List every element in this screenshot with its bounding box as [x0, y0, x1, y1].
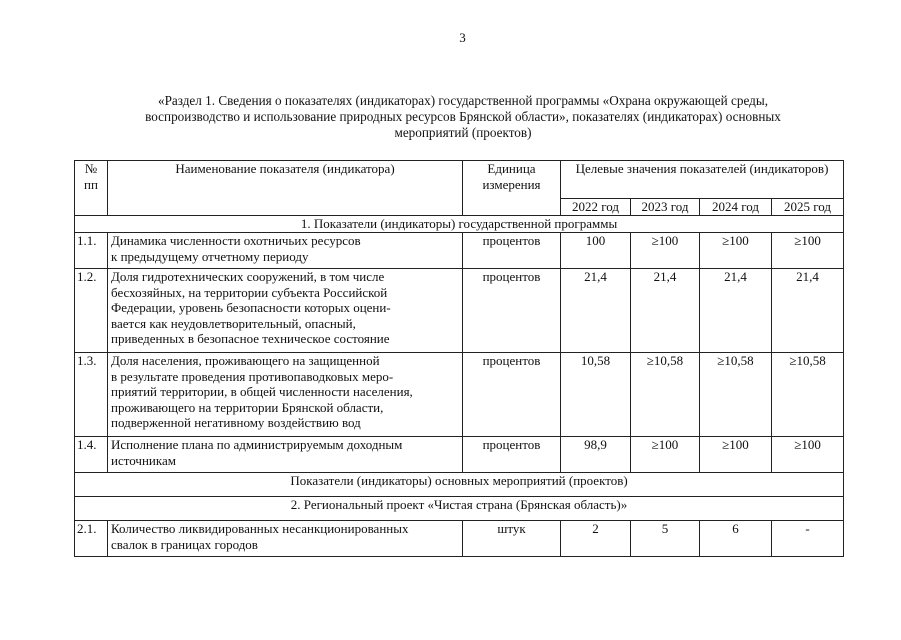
value-2025: ≥10,58	[772, 353, 844, 437]
value-2025: -	[772, 521, 844, 557]
value-2024: 21,4	[700, 269, 772, 353]
section-row	[75, 216, 844, 233]
row-name: Доля гидротехнических сооружений, в том числе бесхозяйных, на территории субъекта Российской Федерации, уровень безопасности которых оцени- вается как неудовлетворительный, опасный, приведенных в безопасное техническое состояние	[108, 269, 463, 353]
row-num: 1.1.	[75, 233, 108, 269]
value-2023: 21,4	[631, 269, 700, 353]
row-unit: процентов	[463, 233, 561, 269]
row-num: 1.3.	[75, 353, 108, 437]
indicators-table	[74, 160, 844, 557]
value-2024: ≥100	[700, 233, 772, 269]
value-2023: 5	[631, 521, 700, 557]
value-2022: 98,9	[561, 437, 631, 473]
value-2024: ≥10,58	[700, 353, 772, 437]
value-2022: 100	[561, 233, 631, 269]
header-year: 2022 год	[561, 199, 631, 216]
row-name: Динамика численности охотничьих ресурсов к предыдущему отчетному периоду	[108, 233, 463, 269]
value-2023: ≥100	[631, 437, 700, 473]
value-2025: ≥100	[772, 437, 844, 473]
value-2023: ≥100	[631, 233, 700, 269]
section-title: 1. Показатели (индикаторы) государственной программы	[75, 216, 844, 233]
row-unit: процентов	[463, 269, 561, 353]
table-row	[75, 521, 844, 557]
header-year: 2024 год	[700, 199, 772, 216]
heading-line: мероприятий (проектов)	[394, 125, 532, 140]
row-num: 2.1.	[75, 521, 108, 557]
row-num: 1.4.	[75, 437, 108, 473]
header-name: Наименование показателя (индикатора)	[108, 161, 463, 216]
header-target-values: Целевые значения показателей (индикаторов)	[561, 161, 844, 199]
page-number: 3	[459, 30, 466, 45]
row-name: Количество ликвидированных несанкционированных свалок в границах городов	[108, 521, 463, 557]
value-2024: ≥100	[700, 437, 772, 473]
value-2023: ≥10,58	[631, 353, 700, 437]
row-unit: процентов	[463, 437, 561, 473]
value-2025: ≥100	[772, 233, 844, 269]
table-row	[75, 353, 844, 437]
value-2022: 2	[561, 521, 631, 557]
row-unit: процентов	[463, 353, 561, 437]
row-name: Исполнение плана по администрируемым доходным источникам	[108, 437, 463, 473]
row-name: Доля населения, проживающего на защищенной в результате проведения противопаводковых меро- приятий территории, в общей численности населения, проживающего на территории Брянской области, подверженной негативному воздействию вод	[108, 353, 463, 437]
table-row	[75, 233, 844, 269]
row-unit: штук	[463, 521, 561, 557]
heading-line: воспроизводство и использование природных ресурсов Брянской области», показателях (индикаторах) основных	[145, 109, 781, 124]
header-num: № пп	[75, 161, 108, 216]
header-unit: Единица измерения	[463, 161, 561, 216]
header-year: 2023 год	[631, 199, 700, 216]
value-2022: 10,58	[561, 353, 631, 437]
section-row	[75, 473, 844, 497]
table-row	[75, 269, 844, 353]
table-row	[75, 437, 844, 473]
value-2025: 21,4	[772, 269, 844, 353]
heading-line: «Раздел 1. Сведения о показателях (индикаторах) государственной программы «Охрана окружающей среды,	[157, 93, 769, 108]
section-title: Показатели (индикаторы) основных мероприятий (проектов)	[75, 473, 844, 497]
row-num: 1.2.	[75, 269, 108, 353]
section-heading	[88, 93, 838, 141]
section-row	[75, 497, 844, 521]
section-title: 2. Региональный проект «Чистая страна (Брянская область)»	[75, 497, 844, 521]
value-2024: 6	[700, 521, 772, 557]
value-2022: 21,4	[561, 269, 631, 353]
header-row	[75, 161, 844, 199]
header-year: 2025 год	[772, 199, 844, 216]
